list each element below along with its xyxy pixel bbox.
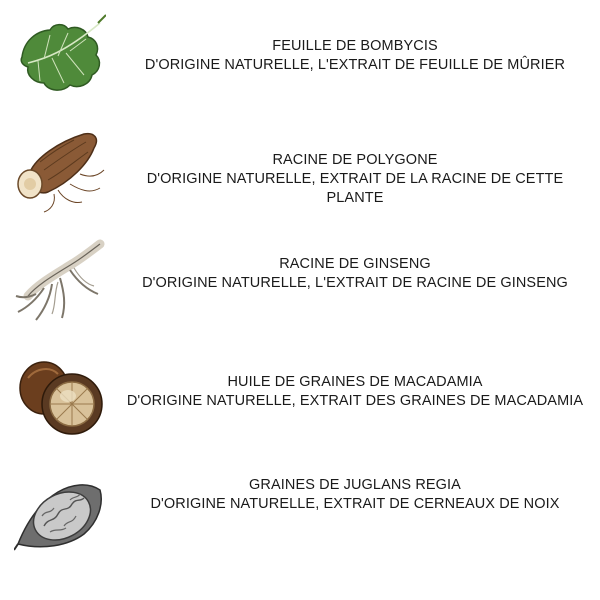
ingredient-description: D'ORIGINE NATURELLE, L'EXTRAIT DE RACINE DE GINSENG xyxy=(142,275,568,291)
ingredient-text xyxy=(118,151,592,208)
ingredient-name: FEUILLE DE BOMBYCIS xyxy=(272,38,438,54)
ingredient-name: RACINE DE GINSENG xyxy=(279,256,431,272)
ingredient-description: D'ORIGINE NATURELLE, EXTRAIT DES GRAINES DE MACADAMIA xyxy=(126,393,584,409)
ingredient-description: D'ORIGINE NATURELLE, EXTRAIT DE CERNEAUX DE NOIX xyxy=(150,496,560,512)
ingredient-row-ginseng xyxy=(0,238,600,326)
ingredient-row-polygonum xyxy=(0,124,600,220)
macadamia-nut-icon xyxy=(14,354,106,440)
ingredient-text xyxy=(118,37,592,75)
ingredient-description: D'ORIGINE NATURELLE, EXTRAIT DE LA RACINE DE CETTE PLANTE xyxy=(146,171,564,206)
ingredient-name: GRAINES DE JUGLANS REGIA xyxy=(249,477,461,493)
ingredient-row-juglans xyxy=(0,468,600,558)
ingredient-name: HUILE DE GRAINES DE MACADAMIA xyxy=(227,374,483,390)
ingredient-row-bombycis xyxy=(0,10,600,102)
ingredient-name: RACINE DE POLYGONE xyxy=(272,152,438,168)
ingredient-text xyxy=(118,255,592,293)
walnut-kernel-icon xyxy=(14,470,106,556)
ginseng-root-icon xyxy=(14,238,106,324)
ingredient-text xyxy=(118,476,592,514)
ingredient-text xyxy=(118,373,592,411)
mulberry-leaf-icon xyxy=(14,13,106,99)
polygonum-root-icon xyxy=(14,128,106,214)
ingredient-row-macadamia xyxy=(0,354,600,442)
ingredient-description: D'ORIGINE NATURELLE, L'EXTRAIT DE FEUILLE DE MÛRIER xyxy=(144,57,566,73)
